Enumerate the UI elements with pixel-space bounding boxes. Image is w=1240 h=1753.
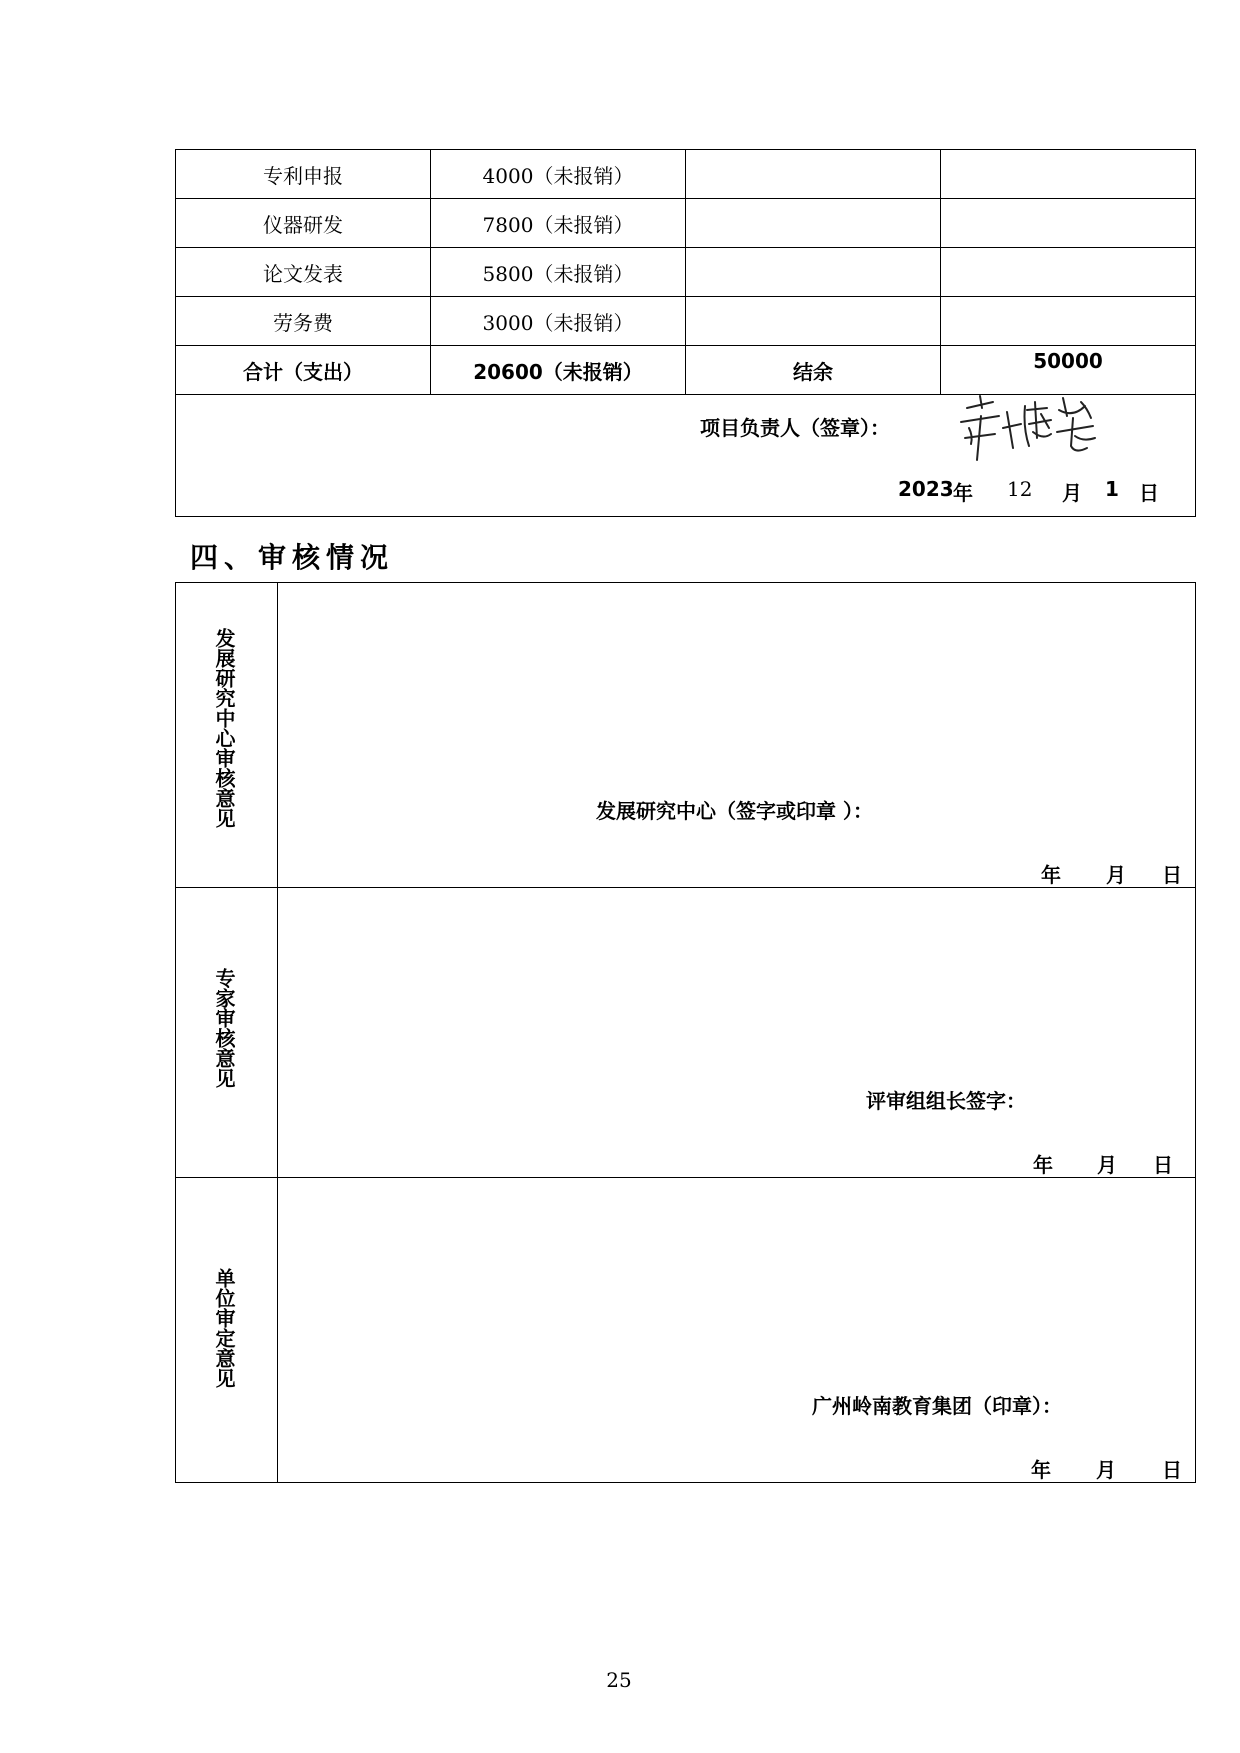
review-label: 发展研究中心审核意见 (212, 628, 236, 828)
review-month: 月 (1096, 1458, 1116, 1482)
expense-amount: 5800（未报销） (482, 261, 634, 286)
date-month: 12 (1007, 477, 1033, 501)
expense-item: 仪器研发 (263, 212, 343, 237)
table-line (1195, 149, 1196, 516)
table-line (1195, 582, 1196, 1482)
table-line (277, 582, 278, 1482)
balance-value: 50000 (1033, 349, 1103, 373)
section-title: 四、审核情况 (190, 541, 395, 574)
date-day: 1 (1105, 477, 1119, 501)
page-number: 25 (606, 1668, 632, 1692)
expense-amount: 7800（未报销） (482, 212, 634, 237)
expense-item: 论文发表 (263, 261, 343, 286)
date-day-unit: 日 (1139, 481, 1159, 505)
table-line (175, 582, 1196, 583)
expense-amount: 3000（未报销） (482, 310, 634, 335)
handwritten-signature (955, 388, 1115, 468)
expense-amount: 4000（未报销） (482, 163, 634, 188)
balance-label: 结余 (793, 359, 833, 384)
signer-label: 项目负责人（签章）： (700, 416, 890, 440)
review-year: 年 (1031, 1458, 1051, 1482)
review-month: 月 (1106, 863, 1126, 887)
table-line (175, 516, 1196, 517)
review-month: 月 (1097, 1153, 1117, 1177)
review-day: 日 (1153, 1153, 1173, 1177)
expense-item: 劳务费 (273, 310, 333, 335)
total-label: 合计（支出） (243, 359, 363, 384)
review-label: 单位审定意见 (212, 1268, 236, 1388)
review-year: 年 (1041, 863, 1061, 887)
review-signature-label: 评审组组长签字： (866, 1089, 1026, 1113)
total-value: 20600（未报销） (473, 359, 643, 384)
review-year: 年 (1033, 1153, 1053, 1177)
date-year: 2023 (898, 477, 954, 501)
review-day: 日 (1162, 1458, 1182, 1482)
review-label: 专家审核意见 (212, 968, 236, 1088)
review-day: 日 (1162, 863, 1182, 887)
date-month-unit: 月 (1062, 481, 1082, 505)
date-year-unit: 年 (953, 481, 973, 505)
expense-item: 专利申报 (263, 163, 343, 188)
table-line (175, 582, 176, 1482)
review-signature-label: 发展研究中心（签字或印章 ）： (596, 799, 873, 823)
review-signature-label: 广州岭南教育集团（印章）： (812, 1394, 1062, 1418)
